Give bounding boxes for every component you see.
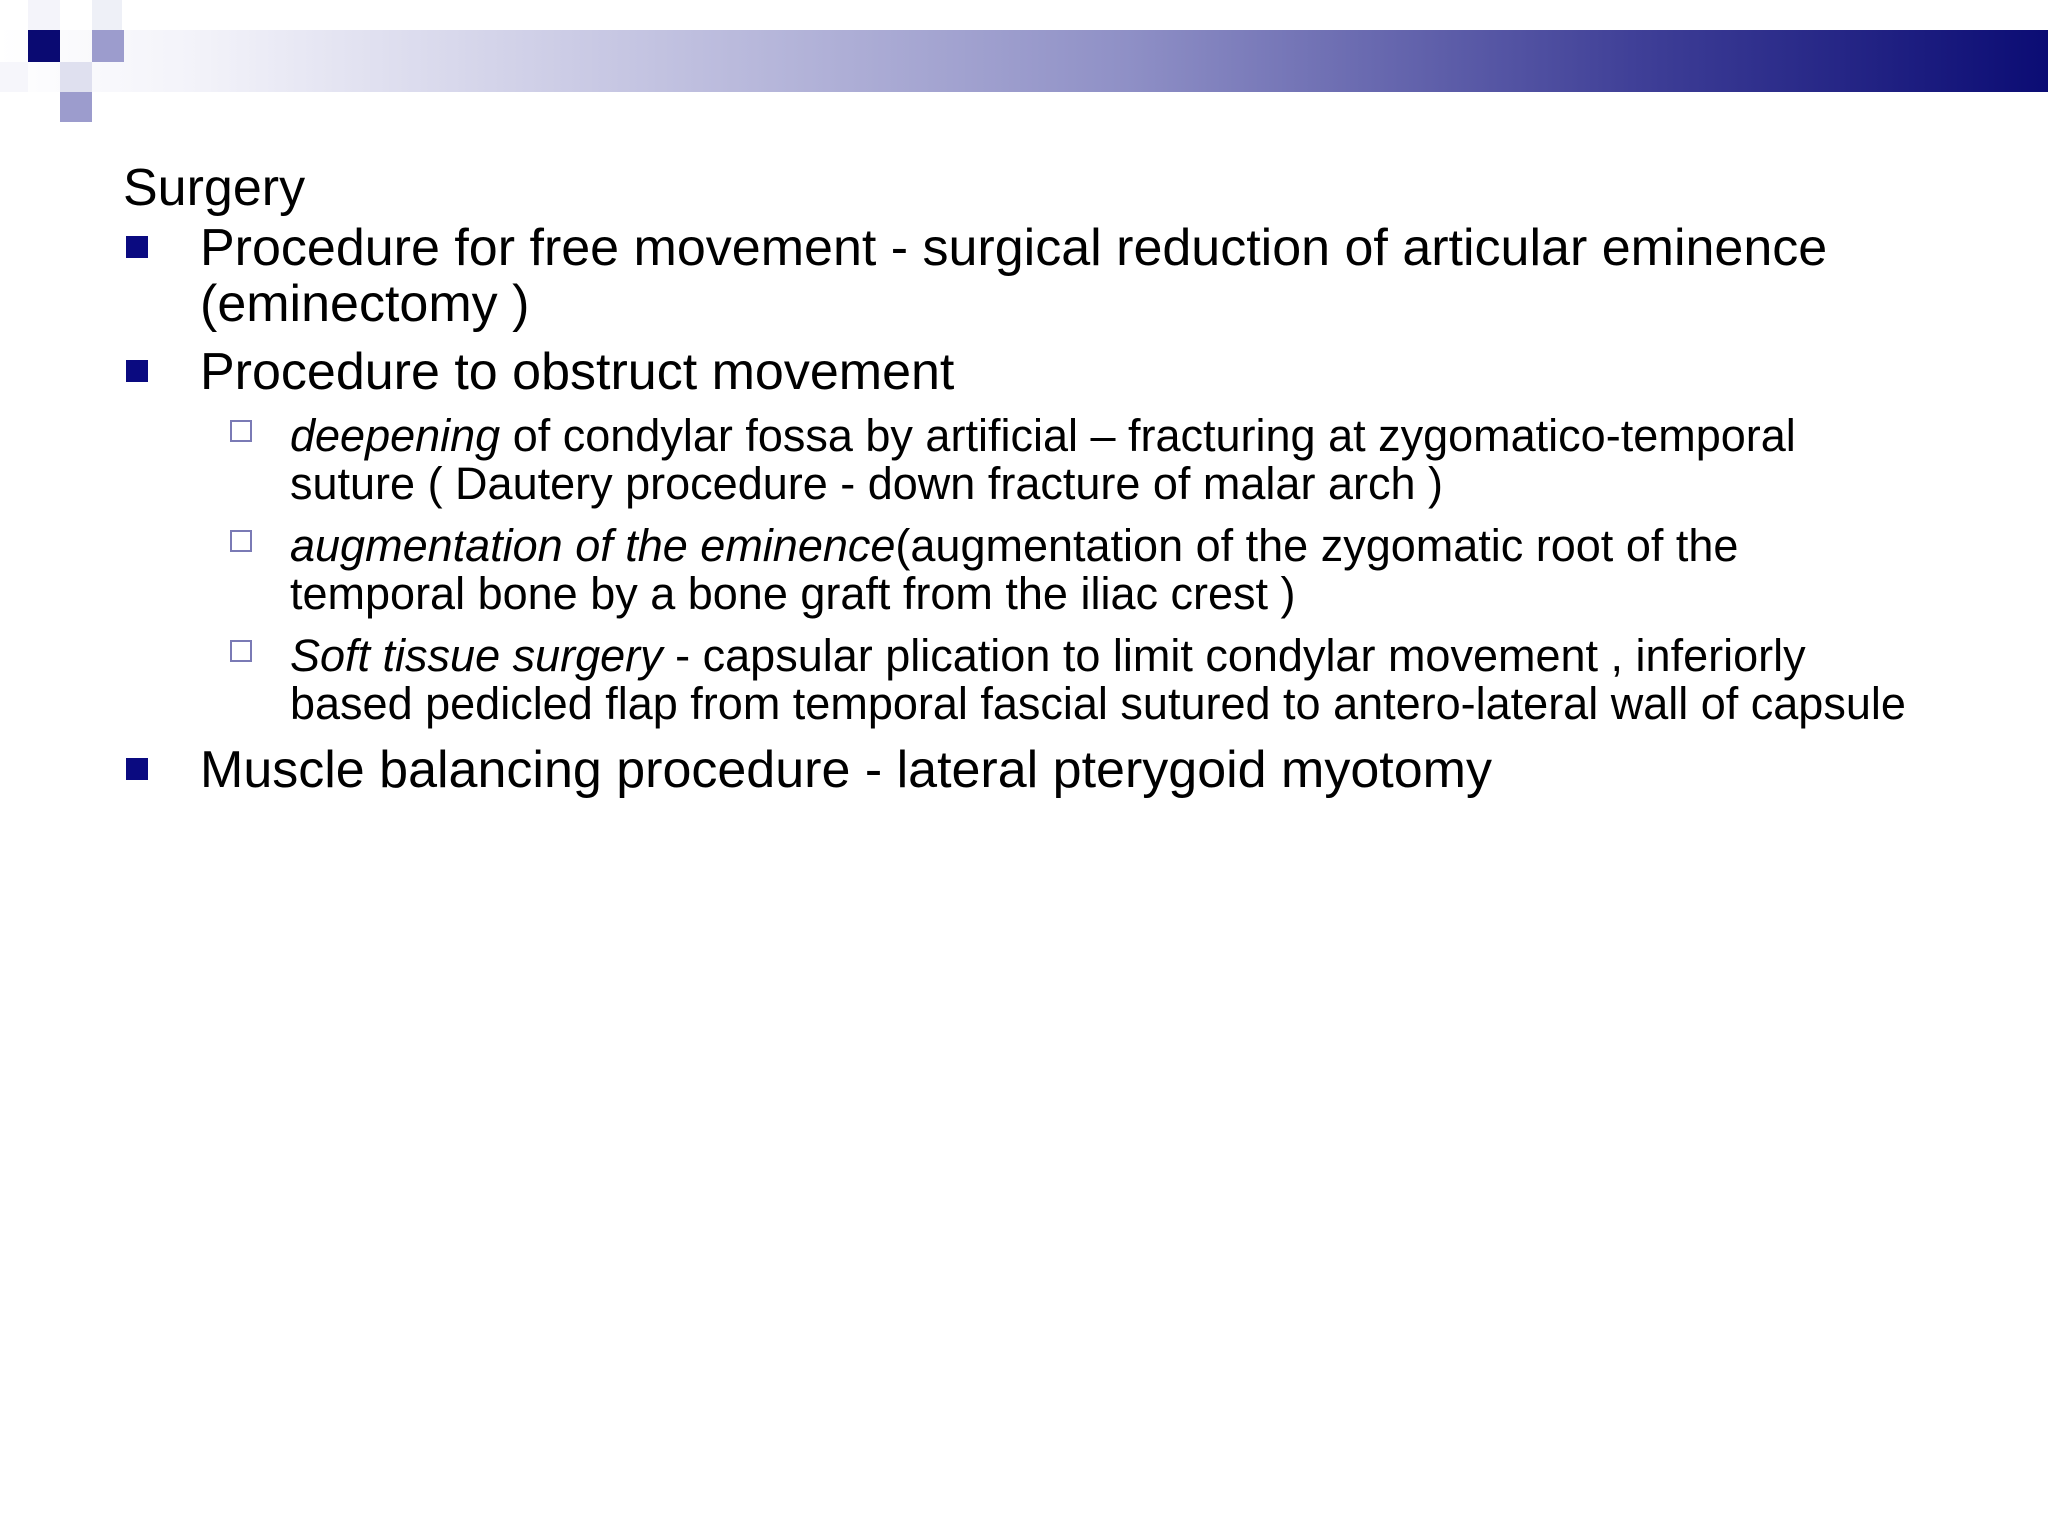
decor-square bbox=[60, 92, 92, 122]
decor-square bbox=[0, 62, 28, 92]
decor-square bbox=[92, 30, 124, 62]
sub-bullet-italic-text: augmentation of the eminence bbox=[290, 520, 896, 571]
sub-bullet-text: - capsular plication to limit condylar movement , inferiorly based pedicled flap from temporal fascial sutured to antero-lateral wall of capsule bbox=[290, 630, 1906, 729]
slide-body bbox=[123, 158, 1923, 810]
decor-square bbox=[28, 30, 60, 62]
slide-title: Surgery bbox=[123, 159, 306, 217]
bullet-text: Muscle balancing procedure - lateral pterygoid myotomy bbox=[200, 741, 1492, 799]
sub-bullet-italic-text: Soft tissue surgery bbox=[290, 630, 663, 681]
decor-square bbox=[28, 0, 60, 30]
sub-bullet-item bbox=[123, 632, 1923, 728]
square-bullet-icon bbox=[126, 236, 148, 258]
decor-square bbox=[60, 62, 92, 92]
square-bullet-icon bbox=[126, 360, 148, 382]
header-gradient-bar bbox=[0, 30, 2048, 92]
square-bullet-icon bbox=[126, 758, 148, 780]
sub-bullet-italic-text: deepening bbox=[290, 410, 501, 461]
sub-bullet-item bbox=[123, 522, 1923, 618]
hollow-square-bullet-icon bbox=[230, 640, 252, 662]
sub-bullet-text: (augmentation of the zygomatic root of the temporal bone by a bone graft from the iliac crest ) bbox=[290, 520, 1739, 619]
bullet-text: Procedure for free movement - surgical reduction of articular eminence (eminectomy ) bbox=[200, 219, 1828, 333]
hollow-square-bullet-icon bbox=[230, 420, 252, 442]
sub-bullet-item bbox=[123, 412, 1923, 508]
sub-bullet-text: of condylar fossa by artificial – fracturing at zygomatico-temporal suture ( Dautery procedure - down fracture of malar arch ) bbox=[290, 410, 1796, 509]
bullet-item bbox=[123, 220, 1923, 332]
decor-square bbox=[92, 0, 122, 30]
bullet-item bbox=[123, 344, 1923, 400]
bullet-text: Procedure to obstruct movement bbox=[200, 343, 955, 401]
bullet-item bbox=[123, 742, 1923, 798]
hollow-square-bullet-icon bbox=[230, 530, 252, 552]
